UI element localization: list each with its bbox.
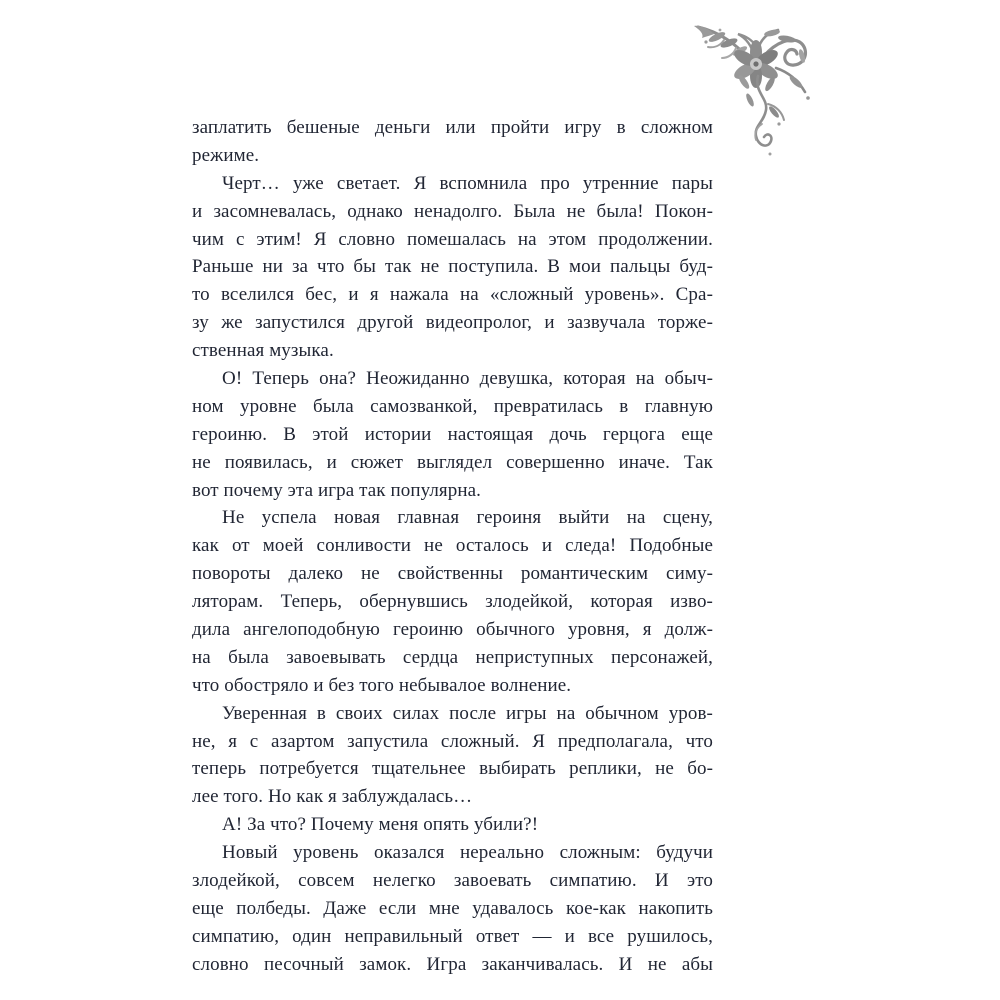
text-line: ственная музыка. — [192, 340, 334, 362]
text-line: и засомневалась, однако ненадолго. Была не была! Покон- — [192, 200, 713, 222]
text-line: А! За что? Почему меня опять убили?! — [222, 814, 539, 836]
text-line: Уверенная в своих силах после игры на обычном уров- — [222, 702, 713, 724]
text-line: Новый уровень оказался нереально сложным: будучи — [222, 842, 713, 864]
text-line: вот почему эта игра так популярна. — [192, 479, 482, 501]
text-line: не появилась, и сюжет выглядел совершенно иначе. Так — [192, 451, 713, 473]
paragraph — [192, 700, 713, 812]
text-line: как от моей сонливости не осталось и следа! Подобные — [192, 535, 713, 557]
text-line: не, я с азартом запустила сложный. Я предполагала, что — [192, 730, 713, 752]
text-line: героиню. В этой истории настоящая дочь герцога еще — [192, 423, 713, 445]
text-line: еще полбеды. Даже если мне удавалось кое-как накопить — [192, 897, 713, 919]
text-line: теперь потребуется тщательнее выбирать реплики, не бо- — [192, 758, 713, 780]
text-line: Черт… уже светает. Я вспомнила про утренние пары — [222, 172, 713, 194]
text-line: что обостряло и без того небывалое волнение. — [192, 674, 572, 696]
text-line: режиме. — [192, 144, 260, 166]
text-line: словно песочный замок. Игра заканчивалась. И не абы — [192, 953, 713, 975]
paragraph — [192, 811, 713, 839]
text-line: заплатить бешеные деньги или пройти игру в сложном — [192, 117, 713, 138]
text-line: зу же запустился другой видеопролог, и зазвучала торже- — [192, 312, 713, 334]
text-line: то вселился бес, и я нажала на «сложный уровень». Сра- — [192, 284, 713, 306]
text-line: дила ангелоподобную героиню обычного уровня, я долж- — [192, 619, 713, 641]
text-line: симпатию, один неправильный ответ — и все рушилось, — [192, 925, 713, 947]
paragraph — [192, 114, 713, 170]
text-line: злодейкой, совсем нелегко завоевать симпатию. И это — [192, 870, 713, 892]
text-line: на была завоевывать сердца неприступных персонажей, — [192, 646, 713, 668]
text-line: О! Теперь она? Неожиданно девушка, которая на обыч- — [222, 368, 713, 390]
text-line: повороты далеко не свойственны романтическим симу- — [192, 563, 713, 585]
paragraph — [192, 839, 713, 978]
text-line: Не успела новая главная героиня выйти на сцену, — [222, 507, 713, 529]
page-text — [192, 114, 713, 979]
paragraph — [192, 504, 713, 699]
text-line: лее того. Но как я заблуждалась… — [192, 786, 473, 808]
text-line: чим с этим! Я словно помешалась на этом продолжении. — [192, 228, 713, 250]
text-line: ляторам. Теперь, обернувшись злодейкой, которая изво- — [192, 591, 713, 613]
text-line: ном уровне была самозванкой, превратилась в главную — [192, 395, 713, 417]
text-line: Раньше ни за что бы так не поступила. В мои пальцы буд- — [192, 256, 713, 278]
paragraph — [192, 365, 713, 504]
paragraph — [192, 170, 713, 365]
